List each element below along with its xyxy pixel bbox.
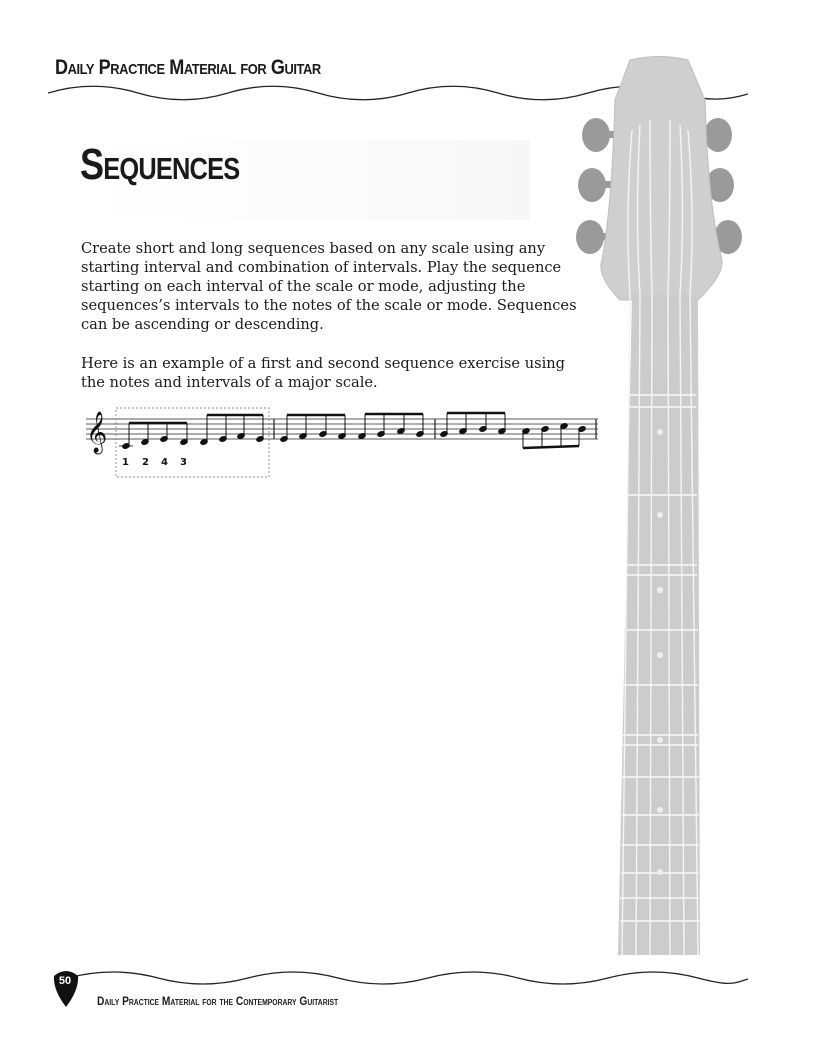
music-staff — [86, 404, 602, 484]
interval-label: 3 — [180, 457, 187, 468]
fret-marker — [657, 807, 663, 813]
body-paragraph-example: Here is an example of a first and second sequence exercise using the notes and intervals of a major scale. — [81, 355, 565, 391]
guitar-pick-icon — [52, 968, 80, 1008]
fret-marker — [657, 429, 663, 435]
treble-clef: 𝄞 — [86, 412, 108, 453]
fret-marker — [657, 652, 663, 658]
page-number: 50 — [58, 975, 72, 987]
interval-label: 2 — [142, 457, 149, 468]
guitar-neck-illustration — [570, 55, 750, 960]
page-title: Sequences — [80, 140, 240, 189]
fret-marker — [657, 587, 663, 593]
fret-marker — [657, 737, 663, 743]
body-paragraph-intro: Create short and long sequences based on any scale using any starting interval and combination of intervals. Play the sequence starting on each interval of the scale or mode, adjusting the sequences’s intervals to the notes of the scale or mode. Sequences can be ascending or descending. — [81, 240, 577, 333]
header-title: Daily Practice Material for Guitar — [55, 56, 321, 79]
fret-marker — [657, 869, 663, 875]
guitar-headstock — [601, 57, 722, 301]
interval-label: 4 — [161, 457, 168, 468]
fret-marker — [657, 512, 663, 518]
footer-title: Daily Practice Material for the Contemporary Guitarist — [97, 994, 339, 1008]
interval-label: 1 — [122, 457, 129, 468]
footer-wave-divider — [68, 968, 748, 988]
sequence-highlight-box — [116, 408, 269, 477]
